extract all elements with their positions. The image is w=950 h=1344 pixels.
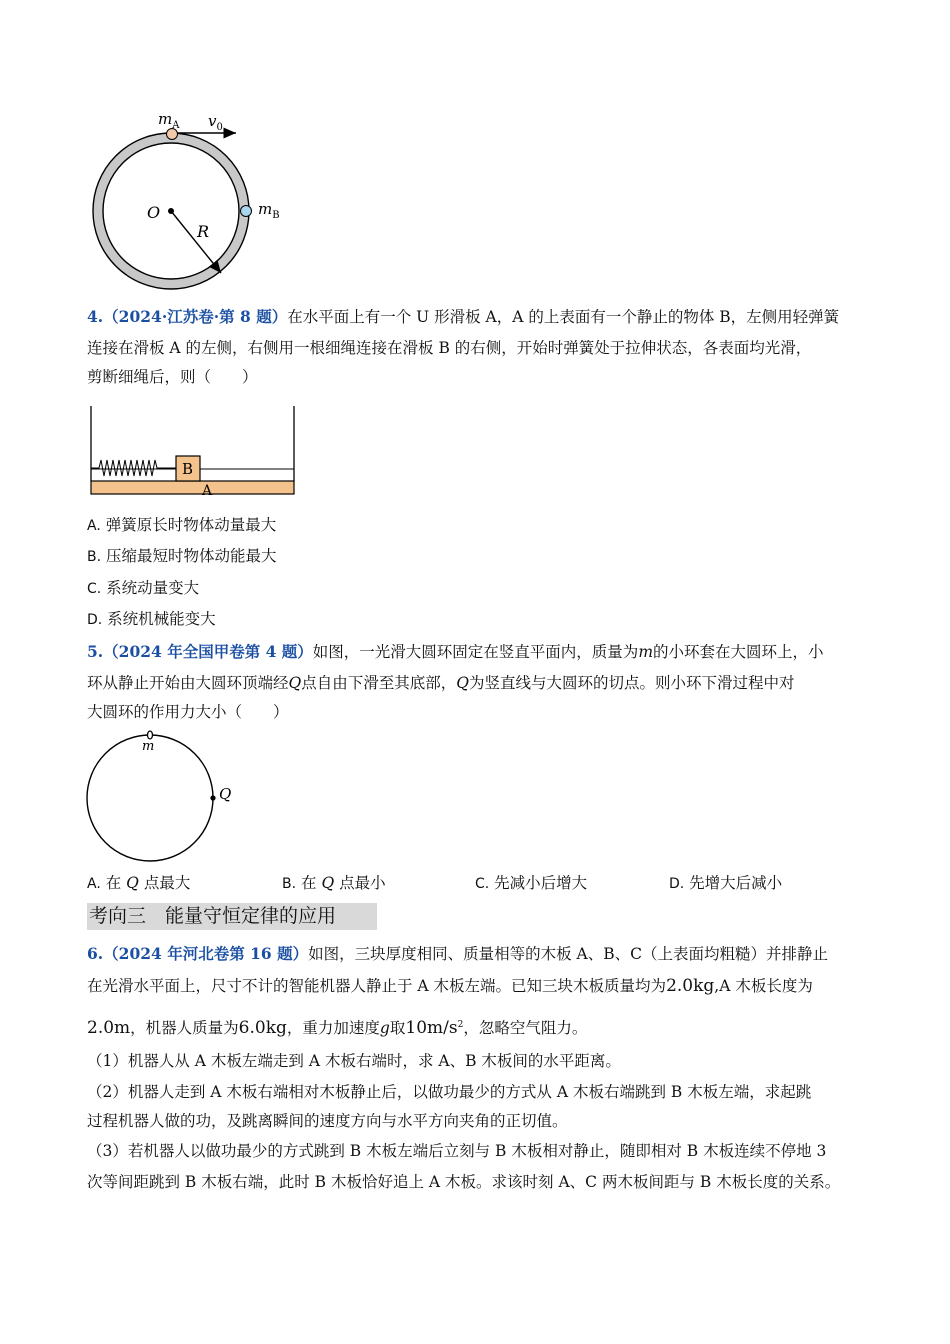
q6-tag: 6.（2024 年河北卷第 16 题） [87, 944, 309, 963]
q4-option-c[interactable] [87, 578, 199, 599]
q6-text-3b: ，重力加速度 [286, 1019, 380, 1038]
q5-var-q2: Q [456, 674, 469, 692]
q4-option-a-text: 弹簧原长时物体动量最大 [105, 516, 277, 534]
q5-line-1 [87, 642, 824, 662]
q6-value-mass: 2.0kg [666, 976, 715, 996]
q6-value-robot-mass: 6.0kg [238, 1018, 287, 1039]
q5-text-2a: 环从静止开始由大圆环顶端经 [87, 674, 289, 692]
q6-sub-3-line-1: （3）若机器人以做功最少的方式跳到 B 木板左端后立刻与 B 木板相对静止，随即相对 B 木板连续不停地 3 [87, 1142, 827, 1160]
label-o: O [147, 203, 161, 222]
label-mb: $m_B$ [258, 200, 280, 221]
q5-option-a-pre: 在 [105, 874, 122, 892]
q6-sub-2-line-1: （2）机器人走到 A 木板右端相对木板静止后，以做功最少的方式从 A 木板右端跳到 B 木板左端，求起跳 [87, 1083, 812, 1101]
q4-text-1: 在水平面上有一个 U 形滑板 A，A 的上表面有一个静止的物体 B，左侧用轻弹簧 [287, 308, 840, 326]
q4-option-b-label: B. [87, 549, 102, 565]
q5-option-d-label: D. [669, 876, 685, 892]
label-v0: $v_0$ [208, 112, 223, 133]
bead-b [241, 206, 252, 217]
label-ma: $m_A$ [158, 110, 180, 131]
q6-value-g: 10m/s [405, 1018, 458, 1039]
q5-option-b[interactable] [282, 873, 386, 894]
q5-text-2c: 为竖直线与大圆环的切点。则小环下滑过程中对 [468, 674, 795, 692]
q4-option-c-label: C. [87, 581, 102, 597]
label-m: m [142, 739, 155, 754]
q6-text-2b: ,A 木板长度为 [714, 977, 813, 995]
q5-line-3: 大圆环的作用力大小（ ） [87, 703, 289, 721]
ring-figure [80, 100, 300, 295]
q6-value-g-exp: 2 [457, 1020, 464, 1030]
q5-text-1a: 如图，一光滑大圆环固定在竖直平面内，质量为 [312, 643, 639, 661]
q5-tag: 5.（2024 年全国甲卷第 4 题） [87, 642, 313, 661]
q6-line-1 [87, 944, 828, 964]
circle-figure [82, 728, 242, 866]
spring [91, 460, 176, 476]
q5-option-b-pre: 在 [301, 874, 317, 892]
q4-line-2: 连接在滑板 A 的左侧，右侧用一根细绳连接在滑板 B 的右侧，开始时弹簧处于拉伸状态，各表面均光滑， [87, 339, 812, 357]
q4-line-3: 剪断细绳后，则（ ） [87, 368, 258, 386]
q4-line-1 [87, 307, 839, 327]
q6-sub-2-line-2: 过程机器人做的功，及跳离瞬间的速度方向与水平方向夹角的正切值。 [87, 1112, 568, 1130]
q4-tag: 4.（2024·江苏卷·第 8 题） [87, 307, 288, 326]
q5-option-a[interactable] [87, 873, 190, 894]
q4-option-d-label: D. [87, 612, 103, 628]
q4-option-a[interactable] [87, 515, 276, 536]
label-block-b: B [182, 460, 194, 478]
q5-text-2b: 点自由下滑至其底部， [301, 674, 457, 692]
q4-option-d-text: 系统机械能变大 [107, 610, 216, 628]
board-figure [85, 402, 305, 500]
q5-option-a-post: 点最大 [143, 874, 191, 892]
q5-option-b-post: 点最小 [339, 874, 386, 892]
q5-option-d-post: 先增大后减小 [689, 874, 783, 892]
q6-text-2a: 在光滑水平面上，尺寸不计的智能机器人静止于 A 木板左端。已知三块木板质量均为 [87, 977, 667, 995]
q5-option-c-post: 先减小后增大 [494, 874, 588, 892]
q4-option-a-label: A. [87, 518, 101, 534]
q6-value-length: 2.0m [87, 1018, 131, 1039]
small-ring [148, 731, 153, 739]
q5-text-1b: 的小环套在大圆环上，小 [653, 643, 824, 661]
q6-text-3c: 取 [389, 1019, 406, 1038]
q5-option-c[interactable] [475, 873, 587, 894]
q6-sub-1: （1）机器人从 A 木板左端走到 A 木板右端时，求 A、B 木板间的水平距离。 [87, 1052, 621, 1070]
q5-option-b-var: Q [321, 874, 335, 892]
q5-option-a-label: A. [87, 876, 101, 892]
q5-var-m: m [638, 643, 654, 661]
q5-option-a-var: Q [126, 874, 139, 892]
q4-option-d[interactable] [87, 609, 216, 630]
section-heading: 考向三 能量守恒定律的应用 [87, 903, 377, 930]
q5-option-d[interactable] [669, 873, 782, 894]
q6-text-3d: ，忽略空气阻力。 [463, 1019, 588, 1038]
q5-option-c-label: C. [475, 876, 490, 892]
q6-sub-3-line-2: 次等间距跳到 B 木板右端，此时 B 木板恰好追上 A 木板。求该时刻 A、C 两木板间距与 B 木板长度的关系。 [87, 1173, 841, 1191]
label-r: R [197, 222, 210, 241]
q4-option-b-text: 压缩最短时物体动能最大 [106, 547, 277, 565]
label-board-a: A [202, 483, 213, 499]
board-a [91, 481, 294, 494]
q5-option-b-label: B. [282, 876, 297, 892]
q6-var-g: g [379, 1019, 390, 1038]
point-q [210, 795, 215, 800]
q6-line-3 [87, 1015, 587, 1038]
q5-line-2 [87, 673, 794, 693]
q6-line-2 [87, 976, 813, 996]
q4-option-b[interactable] [87, 546, 277, 567]
q6-text-1: 如图，三块厚度相同、质量相等的木板 A、B、C（上表面均粗糙）并排静止 [308, 945, 828, 963]
label-q: Q [219, 785, 232, 803]
q4-option-c-text: 系统动量变大 [106, 579, 200, 597]
q5-var-q1: Q [288, 674, 302, 692]
q6-text-3a: ，机器人质量为 [130, 1019, 239, 1038]
